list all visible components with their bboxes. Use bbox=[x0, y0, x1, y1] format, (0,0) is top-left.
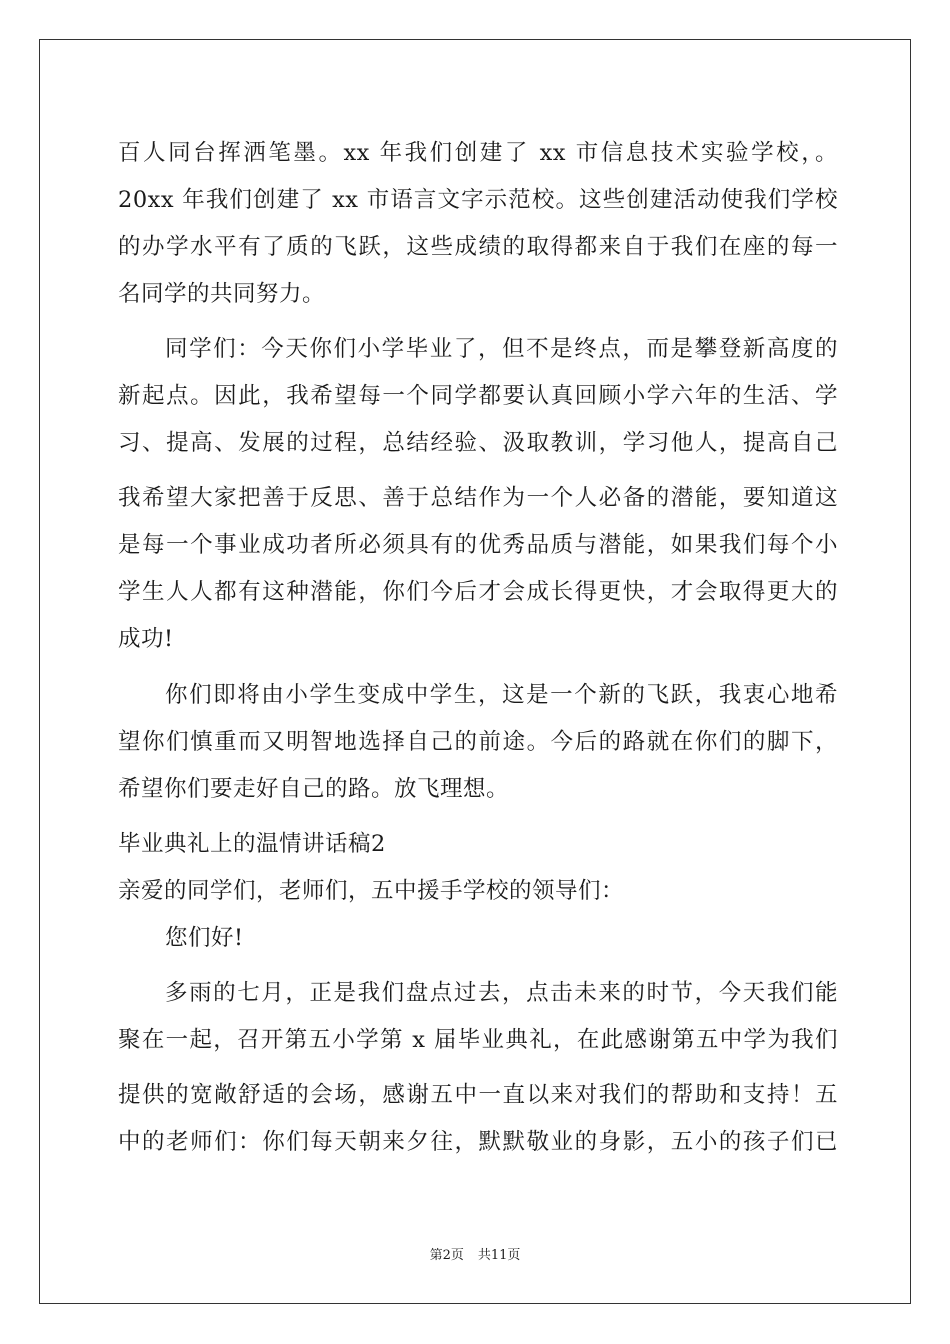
body-line: 20xx 年我们创建了 xx 市语言文字示范校。这些创建活动使我们学校 bbox=[118, 187, 838, 213]
body-line: 提供的宽敞舒适的会场，感谢五中一直以来对我们的帮助和支持！五 bbox=[118, 1082, 838, 1108]
page-number: 第2页 bbox=[429, 1248, 464, 1263]
body-line: 成功! bbox=[118, 626, 174, 652]
body-line: 我希望大家把善于反思、善于总结作为一个人必备的潜能，要知道这 bbox=[118, 485, 838, 511]
salutation: 亲爱的同学们，老师们，五中援手学校的领导们： bbox=[118, 878, 625, 904]
body-line: 多雨的七月，正是我们盘点过去，点击未来的时节，今天我们能 bbox=[165, 980, 838, 1006]
body-line: 习、提高、发展的过程，总结经验、汲取教训，学习他人，提高自己 bbox=[118, 430, 838, 456]
body-line: 百人同台挥洒笔墨。xx 年我们创建了 xx 市信息技术实验学校，。 bbox=[118, 140, 838, 166]
section-heading: 毕业典礼上的温情讲话稿2 bbox=[118, 831, 386, 857]
body-line: 是每一个事业成功者所必须具有的优秀品质与潜能，如果我们每个小 bbox=[118, 532, 838, 558]
body-line: 学生人人都有这种潜能，你们今后才会成长得更快，才会取得更大的 bbox=[118, 579, 838, 605]
body-line: 同学们：今天你们小学毕业了，但不是终点，而是攀登新高度的 bbox=[165, 336, 838, 362]
body-line: 新起点。因此，我希望每一个同学都要认真回顾小学六年的生活、学 bbox=[118, 383, 838, 409]
body-line: 名同学的共同努力。 bbox=[118, 281, 326, 307]
body-line: 你们即将由小学生变成中学生，这是一个新的飞跃，我衷心地希 bbox=[165, 682, 838, 708]
body-line: 中的老师们：你们每天朝来夕往，默默敬业的身影，五小的孩子们已 bbox=[118, 1129, 838, 1155]
greeting: 您们好! bbox=[165, 925, 244, 951]
body-line: 希望你们要走好自己的路。放飞理想。 bbox=[118, 776, 510, 802]
page-footer bbox=[0, 1247, 950, 1265]
body-line: 望你们慎重而又明智地选择自己的前途。今后的路就在你们的脚下， bbox=[118, 729, 838, 755]
body-line: 聚在一起，召开第五小学第 x 届毕业典礼，在此感谢第五中学为我们 bbox=[118, 1027, 838, 1053]
page-border bbox=[39, 39, 911, 1304]
body-line: 的办学水平有了质的飞跃，这些成绩的取得都来自于我们在座的每一 bbox=[118, 234, 838, 260]
page-total: 共11页 bbox=[477, 1248, 521, 1263]
